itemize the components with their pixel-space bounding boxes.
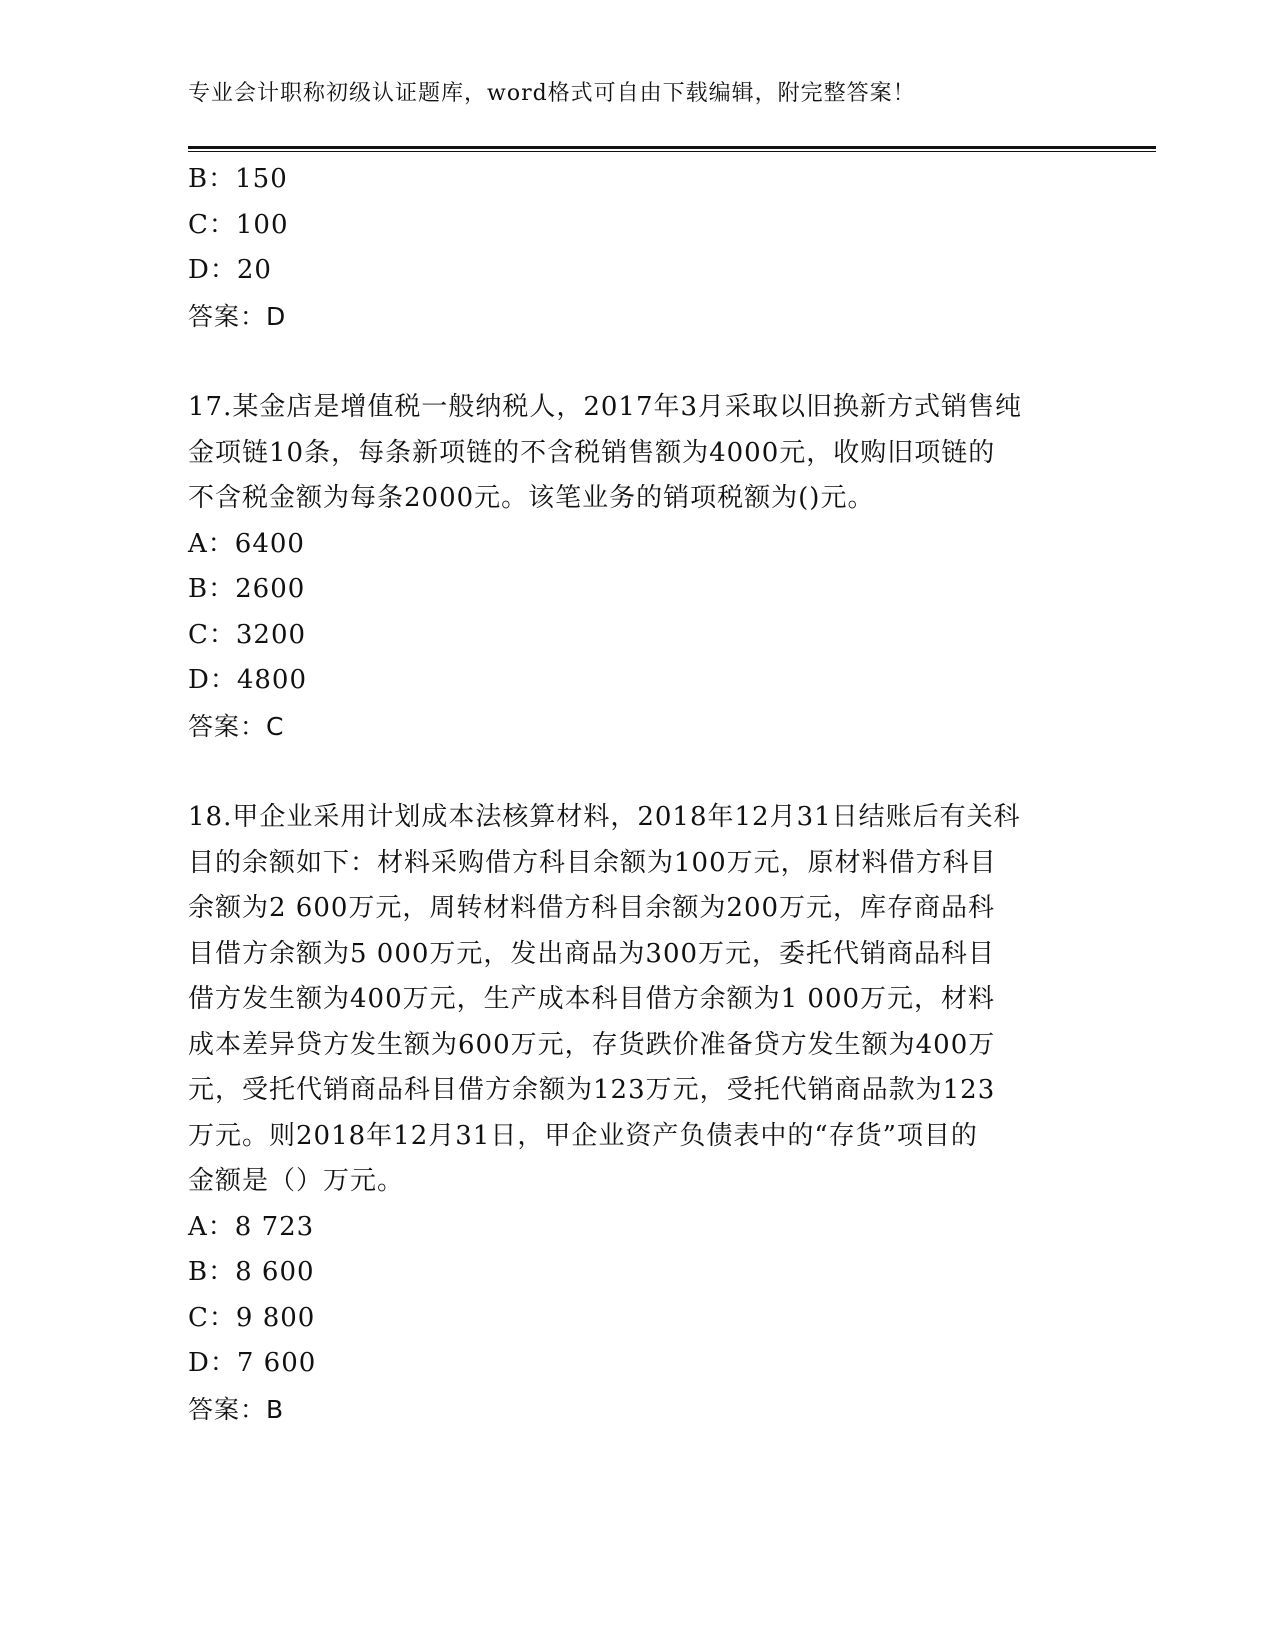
question-text-line: 金额是（）万元。 <box>188 1166 405 1196</box>
question-text-line: 余额为2 600万元，周转材料借方科目余额为200万元，库存商品科 <box>188 893 996 923</box>
option-a: A：6400 <box>188 528 305 559</box>
header-rule-thick <box>188 146 1156 149</box>
question-text-line: 借方发生额为400万元，生产成本科目借方余额为1 000万元，材料 <box>188 984 996 1014</box>
spacer <box>188 749 1088 795</box>
question-text-line: 目的余额如下：材料采购借方科目余额为100万元，原材料借方科目 <box>188 847 997 878</box>
question-text-line: 金项链10条，每条新项链的不含税销售额为4000元，收购旧项链的 <box>188 437 996 468</box>
option-c: C：3200 <box>188 619 307 650</box>
question-text-line: 万元。则2018年12月31日，甲企业资产负债表中的“存货”项目的 <box>188 1120 978 1151</box>
option-a: A：8 723 <box>188 1211 315 1242</box>
answer-label: 答案：C <box>188 711 285 741</box>
question-18 <box>188 795 1088 1432</box>
option-d: D：4800 <box>188 665 308 695</box>
question-text-line: 目借方余额为5 000万元，发出商品为300万元，委托代销商品科目 <box>188 938 996 969</box>
page-header: 专业会计职称初级认证题库，word格式可自由下载编辑，附完整答案！ <box>188 81 916 106</box>
question-text-line: 17.某金店是增值税一般纳税人，2017年3月采取以旧换新方式销售纯 <box>188 392 1023 422</box>
option-d: D：20 <box>188 255 272 285</box>
question-text-line: 不含税金额为每条2000元。该笔业务的销项税额为()元。 <box>188 483 875 513</box>
question-text-line: 成本差异贷方发生额为600万元，存货跌价准备贷方发生额为400万 <box>188 1029 996 1060</box>
document-body <box>188 157 1088 1432</box>
option-b: B：150 <box>188 164 288 194</box>
spacer <box>188 339 1088 385</box>
option-c: C：9 800 <box>188 1302 316 1333</box>
option-c: C：100 <box>188 209 289 240</box>
option-b: B：8 600 <box>188 1257 315 1287</box>
header-rule-thin <box>188 151 1156 152</box>
answer-label: 答案：B <box>188 1394 285 1424</box>
question-text-line: 18.甲企业采用计划成本法核算材料，2018年12月31日结账后有关科 <box>188 802 1021 832</box>
answer-label: 答案：D <box>188 301 287 331</box>
question-text-line: 元，受托代销商品科目借方余额为123万元，受托代销商品款为123 <box>188 1075 996 1105</box>
option-d: D：7 600 <box>188 1348 317 1378</box>
question-17 <box>188 385 1088 749</box>
option-b: B：2600 <box>188 574 306 604</box>
prev-question <box>188 157 1088 339</box>
